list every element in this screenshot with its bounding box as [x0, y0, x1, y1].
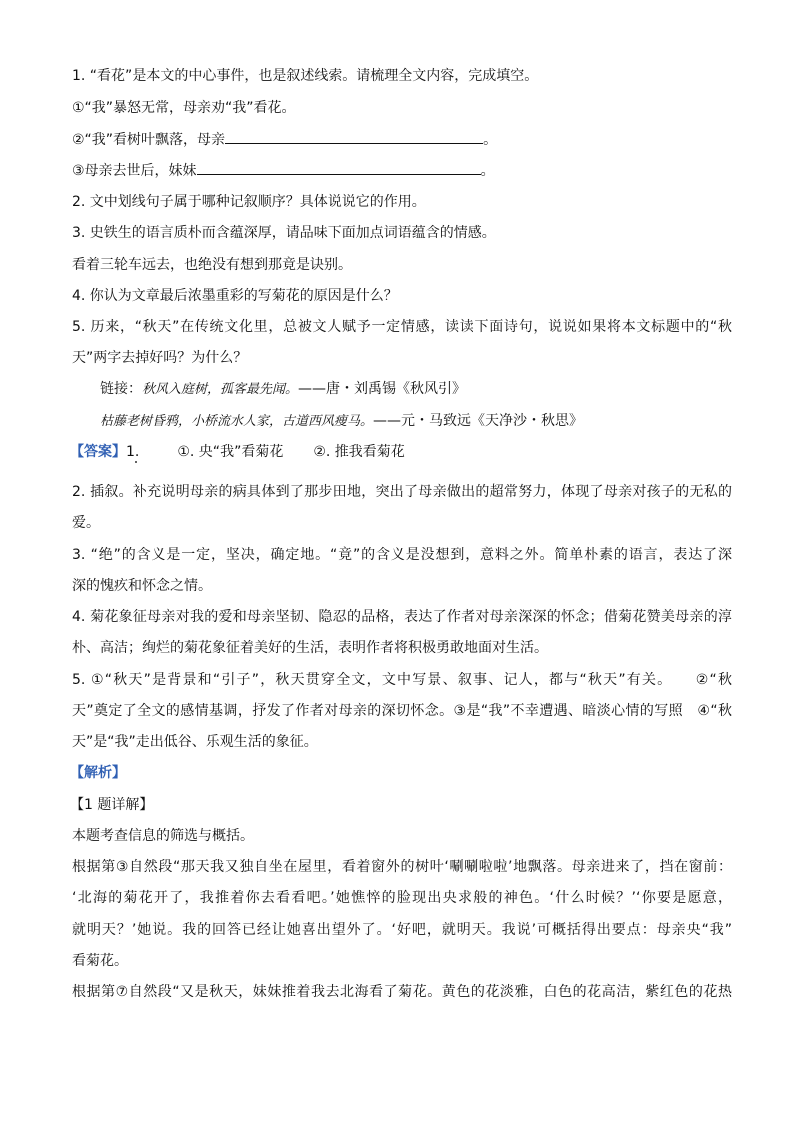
answer-2-line-1: 2. 插叙。补充说明母亲的病具体到了那步田地，突出了母亲做出的超常努力，体现了母亲对孩子的无私的	[72, 484, 732, 500]
question-1-item-2-suffix: 。	[483, 132, 498, 148]
poem-2-source: ——元・马致远《天净沙・秋思》	[373, 413, 584, 429]
dot-mark	[135, 461, 137, 463]
answer-3-line-1: 3. “绝”的含义是一定，坚决，确定地。“竟”的含义是没想到，意料之外。简单朴素的语言，表达了深	[72, 547, 732, 563]
answer-4-line-2: 朴、高洁；绚烂的菊花象征着美好的生活，表明作者将积极勇敢地面对生活。	[72, 640, 548, 656]
question-5-line-2: 天”两字去掉好吗？为什么？	[72, 350, 248, 366]
answer-1-part-2: ②. 推我看菊花	[313, 444, 405, 460]
question-2: 2. 文中划线句子属于哪种记叙顺序？具体说说它的作用。	[72, 194, 426, 210]
link-label: 链接：	[100, 381, 142, 397]
question-1-item-3	[72, 161, 732, 181]
analysis-paragraph-1-line-1: 根据第③自然段“那天我又独自坐在屋里，看着窗外的树叶‘唰唰啦啦’地飘落。母亲进来了，挡在窗前：	[72, 859, 732, 875]
analysis-intro: 本题考查信息的筛选与概括。	[72, 828, 254, 844]
analysis-paragraph-1-line-3: 就明天？’她说。我的回答已经让她喜出望外了。‘好吧，就明天。我说’可概括得出要点：母亲央“我”	[72, 922, 732, 938]
question-1-stem: 1. “看花”是本文的中心事件，也是叙述线索。请梳理全文内容，完成填空。	[72, 68, 539, 84]
question-1-item-1: ①“我”暴怒无常，母亲劝“我”看花。	[72, 100, 296, 116]
answer-1-part-1: ①. 央“我”看菊花	[177, 444, 284, 460]
question-1-item-2	[72, 130, 732, 150]
analysis-paragraph-1-line-2: ‘北海的菊花开了，我推着你去看看吧。’她憔悴的脸现出央求般的神色。‘什么时候？’‘你要是愿意，	[72, 890, 732, 906]
poem-1: 秋风入庭树，孤客最先闻。	[142, 382, 299, 397]
question-4: 4. 你认为文章最后浓墨重彩的写菊花的原因是什么？	[72, 288, 398, 304]
answer-2-line-2: 爱。	[72, 515, 100, 531]
answer-5-line-1: 5. ①“秋天”是背景和“引子”，秋天贯穿全文，文中写景、叙事、记人，都与“秋天”有关。 ②“秋	[72, 672, 732, 688]
question-3: 3. 史铁生的语言质朴而含蕴深厚，请品味下面加点词语蕴含的情感。	[72, 225, 496, 241]
question-5-line-1: 5. 历来，“秋天”在传统文化里，总被文人赋予一定情感，读读下面诗句，说说如果将本文标题中的“秋	[72, 319, 732, 335]
answer-1-number: 1.	[126, 444, 140, 460]
answer-label: 【答案】	[70, 444, 126, 460]
answer-5-line-3: 天”是“我”走出低谷、乐观生活的象征。	[72, 734, 318, 750]
poem-1-source: ——唐・刘禹锡《秋风引》	[298, 381, 467, 397]
analysis-paragraph-1-line-4: 看菊花。	[72, 953, 128, 969]
question-1-item-3-prefix: ③母亲去世后，妹妹	[72, 163, 197, 179]
analysis-paragraph-2-line-1: 根据第⑦自然段“又是秋天，妹妹推着我去北海看了菊花。黄色的花淡雅，白色的花高洁，紫红色的花热	[72, 984, 732, 1000]
answer-4-line-1: 4. 菊花象征母亲对我的爱和母亲坚韧、隐忍的品格，表达了作者对母亲深深的怀念；借菊花赞美母亲的淳	[72, 609, 732, 625]
answer-5-line-2: 天”奠定了全文的感情基调，抒发了作者对母亲的深切怀念。③是“我”不幸遭遇、暗淡心情的写照 ④“秋	[72, 703, 732, 719]
question-3-sentence: 看着三轮车远去，也绝没有想到那竟是诀别。	[72, 257, 352, 273]
answer-3-line-2: 深的愧疚和怀念之情。	[72, 578, 212, 594]
analysis-label: 【解析】	[70, 765, 126, 781]
question-1-item-2-prefix: ②“我”看树叶飘落，母亲	[72, 132, 226, 148]
fill-blank-3	[197, 162, 481, 175]
poem-link-2	[100, 411, 760, 432]
poem-link-1	[100, 379, 760, 400]
fill-blank-2	[225, 131, 483, 144]
poem-2: 枯藤老树昏鸦，小桥流水人家，古道西风瘦马。	[100, 414, 374, 429]
question-1-item-3-suffix: 。	[480, 163, 495, 179]
answer-1	[70, 442, 730, 462]
analysis-subheading-1: 【1 题详解】	[70, 797, 154, 813]
